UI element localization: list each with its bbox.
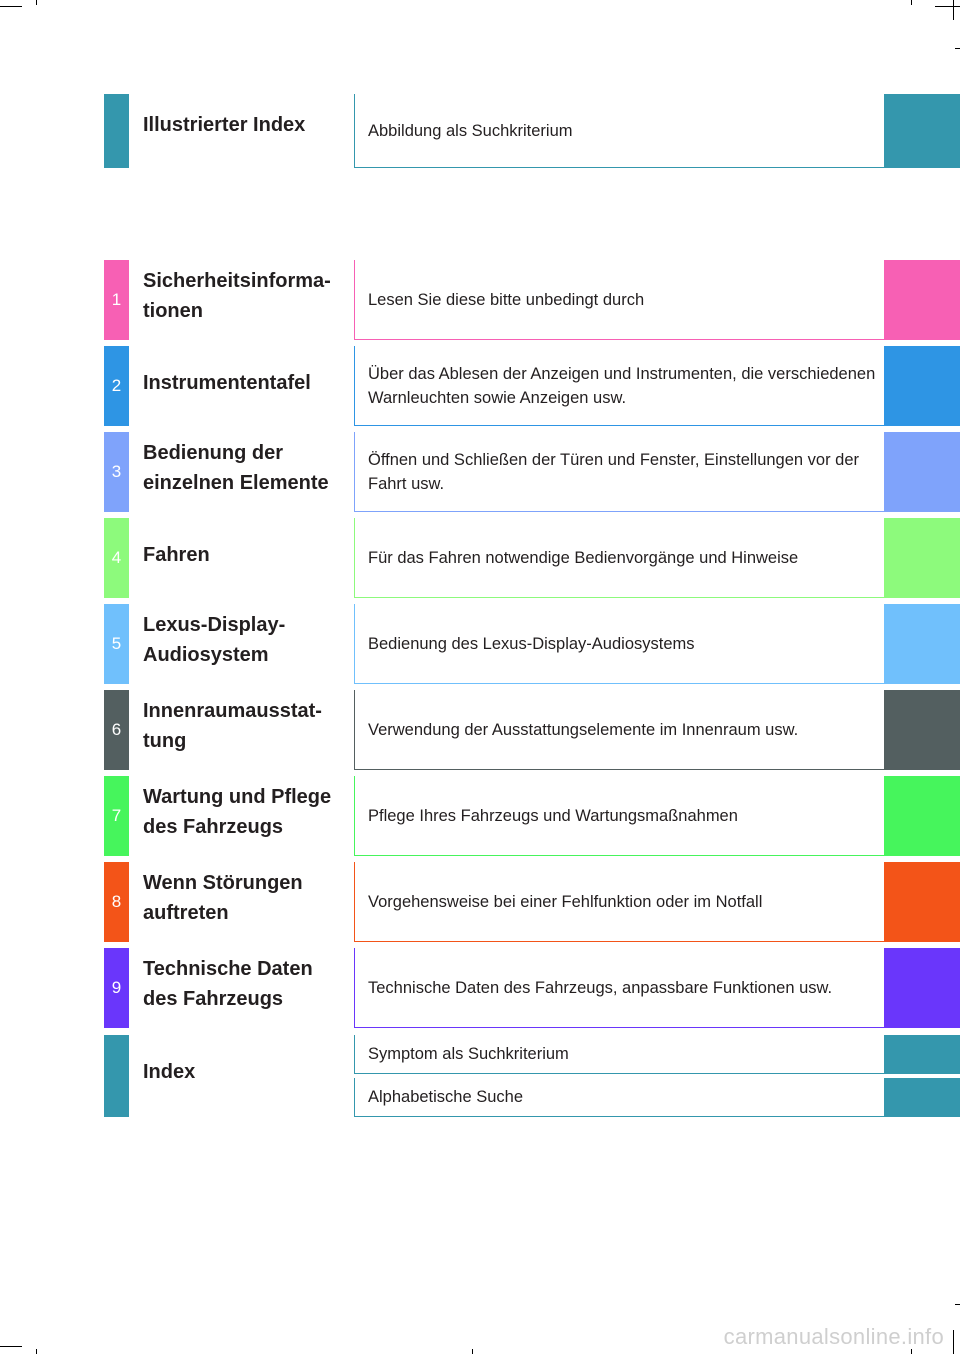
chapter-tab[interactable]: [884, 690, 960, 770]
chapter-description: Verwendung der Ausstattungselemente im Innenraum usw.: [354, 690, 884, 770]
chapter-title: Bedienung der einzelnen Elemente: [143, 442, 329, 494]
chapter-description: Bedienung des Lexus-Display-Audiosystems: [354, 604, 884, 684]
chapter-row[interactable]: [104, 518, 960, 598]
crop-mark: [36, 0, 37, 5]
chapter-row[interactable]: [104, 260, 960, 340]
chapter-number: 9: [104, 948, 129, 1028]
chapter-number: 6: [104, 690, 129, 770]
chapter-title: Wenn Störungen auftreten: [143, 872, 303, 924]
chapter-title: Illustrierter Index: [143, 114, 306, 136]
crop-mark: [0, 1346, 22, 1347]
chapter-tab[interactable]: [884, 862, 960, 942]
index-entry-symptom[interactable]: Symptom als Suchkriterium: [354, 1035, 884, 1074]
chapter-number: 2: [104, 346, 129, 426]
chapter-tab[interactable]: [884, 776, 960, 856]
chapter-number: 7: [104, 776, 129, 856]
chapter-description: Für das Fahren notwendige Bedienvorgänge und Hinweise: [354, 518, 884, 598]
chapter-row[interactable]: [104, 948, 960, 1028]
chapter-description: Abbildung als Suchkriterium: [354, 94, 884, 168]
chapter-title: Fahren: [143, 544, 210, 566]
index-tab-symptom[interactable]: [884, 1035, 960, 1074]
crop-mark: [955, 1304, 960, 1305]
chapter-row[interactable]: [104, 776, 960, 856]
chapter-title: Innenraumausstat-tung: [143, 700, 322, 752]
crop-mark: [953, 1330, 954, 1354]
chapter-title: Instrumententafel: [143, 372, 311, 394]
chapter-row[interactable]: [104, 346, 960, 426]
chapter-number: 1: [104, 260, 129, 340]
chapter-title: Lexus-Display-Audiosystem: [143, 614, 286, 666]
chapter-description: Pflege Ihres Fahrzeugs und Wartungsmaßnahmen: [354, 776, 884, 856]
index-tab-alphabetic[interactable]: [884, 1078, 960, 1117]
chapter-row[interactable]: [104, 432, 960, 512]
chapter-number: [104, 94, 129, 168]
chapter-tab[interactable]: [884, 432, 960, 512]
crop-mark: [36, 1349, 37, 1354]
chapter-row[interactable]: [104, 94, 960, 168]
crop-mark: [953, 0, 954, 20]
crop-mark: [935, 6, 960, 7]
crop-mark: [472, 1349, 473, 1354]
index-entry-alphabetic[interactable]: Alphabetische Suche: [354, 1078, 884, 1117]
chapter-description: Über das Ablesen der Anzeigen und Instrumenten, die verschiedenen Warnleuchten sowie Anzeigen usw.: [354, 346, 884, 426]
chapter-number: 3: [104, 432, 129, 512]
chapter-description: Öffnen und Schließen der Türen und Fenster, Einstellungen vor der Fahrt usw.: [354, 432, 884, 512]
chapter-title: Wartung und Pflege des Fahrzeugs: [143, 786, 332, 838]
crop-mark: [911, 0, 912, 5]
chapter-number: 5: [104, 604, 129, 684]
chapter-tab[interactable]: [884, 346, 960, 426]
chapter-number: 4: [104, 518, 129, 598]
chapter-row[interactable]: [104, 604, 960, 684]
chapter-row[interactable]: [104, 862, 960, 942]
chapter-tab[interactable]: [884, 518, 960, 598]
index-number-bar: [104, 1035, 129, 1117]
watermark: carmanualsonline.info: [723, 1324, 944, 1349]
index-title: Index: [143, 1061, 196, 1083]
chapter-number: 8: [104, 862, 129, 942]
crop-mark: [955, 48, 960, 49]
chapter-tab[interactable]: [884, 604, 960, 684]
chapter-row[interactable]: [104, 690, 960, 770]
chapter-title: Sicherheitsinforma-tionen: [143, 270, 331, 322]
chapter-description: Vorgehensweise bei einer Fehlfunktion oder im Notfall: [354, 862, 884, 942]
index-row[interactable]: [104, 1035, 960, 1117]
crop-mark: [0, 6, 22, 7]
chapter-tab[interactable]: [884, 260, 960, 340]
chapter-description: Lesen Sie diese bitte unbedingt durch: [354, 260, 884, 340]
chapter-tab[interactable]: [884, 948, 960, 1028]
chapter-tab[interactable]: [884, 94, 960, 168]
chapter-title: Technische Daten des Fahrzeugs: [143, 958, 313, 1010]
chapter-description: Technische Daten des Fahrzeugs, anpassbare Funktionen usw.: [354, 948, 884, 1028]
